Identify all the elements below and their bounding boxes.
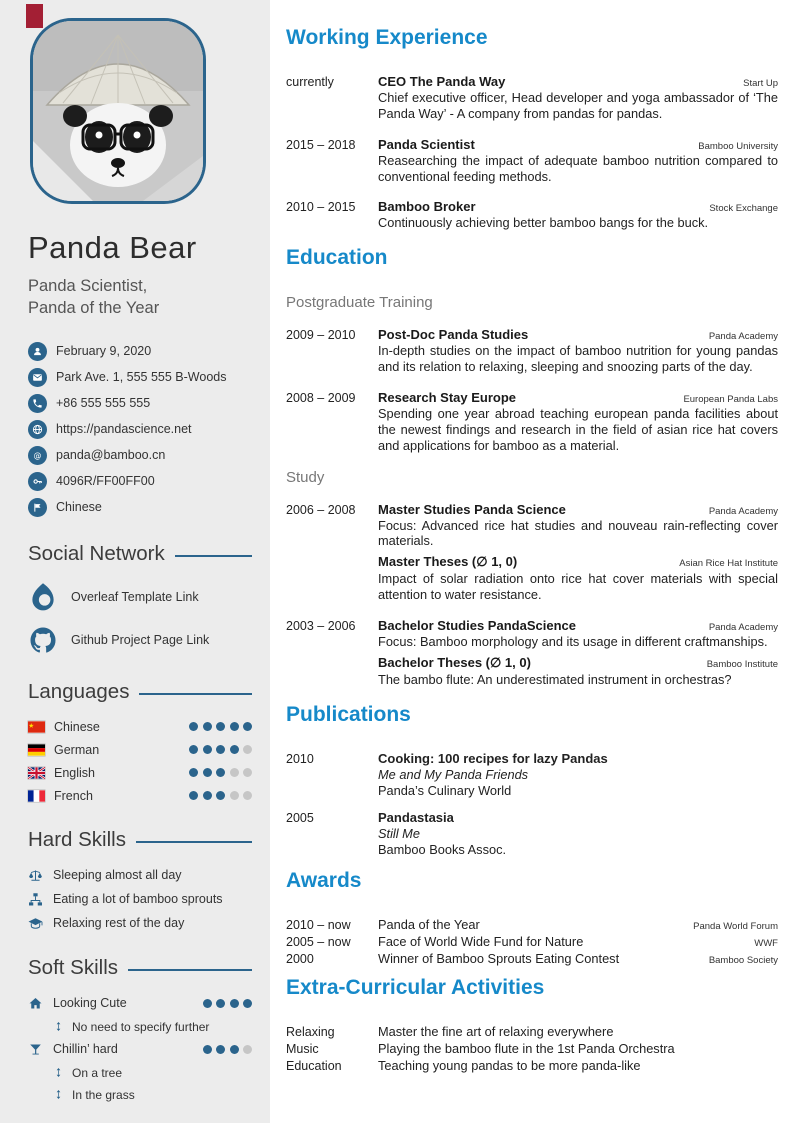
education-subsection-title: Postgraduate Training xyxy=(286,294,433,312)
publication-year: 2010 xyxy=(286,751,314,766)
contact-website[interactable] xyxy=(28,420,252,439)
activity-entry xyxy=(286,1041,778,1056)
education-title: Education xyxy=(286,246,388,270)
activity-entry xyxy=(286,1058,778,1073)
contact-text: 4096R/FF00FF00 xyxy=(56,474,155,489)
overleaf-icon xyxy=(28,582,58,612)
contact-text: Chinese xyxy=(56,500,102,515)
entry-description: Focus: Advanced rice hat studies and nouveau rain-reflecting cover materials. xyxy=(378,517,778,549)
panda-photo-illustration xyxy=(33,21,203,201)
section-title: Soft Skills xyxy=(28,955,118,979)
award-entry xyxy=(286,917,778,932)
publication-subtitle: Still Me xyxy=(378,826,420,842)
language-label: German xyxy=(54,742,100,757)
education-entry xyxy=(286,618,778,688)
website-link[interactable]: https://pandascience.net xyxy=(56,422,192,437)
award-period: 2010 – now xyxy=(286,918,351,933)
envelope-icon xyxy=(28,368,47,387)
entry-role: CEO The Panda Way xyxy=(378,74,506,89)
language-label: French xyxy=(54,788,93,803)
contact-address xyxy=(28,368,252,387)
thesis-title: Master Theses (∅ 1, 0) xyxy=(378,554,518,570)
activity-text: Playing the bamboo flute in the 1st Panda Orchestra xyxy=(378,1041,675,1057)
entry-organization: European Panda Labs xyxy=(683,394,778,406)
at-icon xyxy=(28,446,47,465)
education-entry xyxy=(286,327,778,375)
entry-role: Master Studies Panda Science xyxy=(378,501,566,517)
award-entry xyxy=(286,951,778,966)
entry-role: Panda Scientist xyxy=(378,136,475,152)
award-period: 2000 xyxy=(286,952,314,967)
thesis-description: The bambo flute: An underestimated instrument in orchestras? xyxy=(378,671,732,687)
section-working-experience xyxy=(286,26,778,231)
thesis-organization: Bamboo Institute xyxy=(706,658,778,670)
soft-skill-subitem xyxy=(53,1020,252,1034)
entry-period: 2015 – 2018 xyxy=(286,137,356,152)
entry-role: Bachelor Studies PandaScience xyxy=(378,618,576,634)
publication-entry xyxy=(286,751,778,799)
contact-nationality xyxy=(28,498,252,517)
language-item xyxy=(28,789,252,803)
globe-icon xyxy=(28,420,47,439)
thesis-organization: Asian Rice Hat Institute xyxy=(679,558,778,570)
activity-label: Education xyxy=(286,1059,342,1074)
hard-skill-item xyxy=(28,916,252,931)
entry-role: Research Stay Europe xyxy=(378,390,517,406)
activity-text: Master the fine art of relaxing everywhere xyxy=(378,1024,614,1040)
svg-text:@: @ xyxy=(33,450,42,460)
thesis-description: Impact of solar radiation onto rice hat cover materials with special attention to water resistance. xyxy=(378,571,778,603)
publication-entry xyxy=(286,810,778,858)
entry-description: Focus: Bamboo morphology and its usage in different craftmanships. xyxy=(378,634,768,650)
entry-period: 2010 – 2015 xyxy=(286,200,356,215)
social-network-heading xyxy=(28,542,252,566)
hard-skill-label: Eating a lot of bamboo sprouts xyxy=(53,892,223,907)
awards-title: Awards xyxy=(286,869,362,893)
uk-flag xyxy=(28,767,45,779)
section-awards xyxy=(286,869,778,966)
user-icon xyxy=(28,342,47,361)
link-label[interactable]: Overleaf Template Link xyxy=(71,589,199,604)
section-publications xyxy=(286,703,778,858)
contact-text: Park Ave. 1, 555 555 B-Woods xyxy=(56,370,227,385)
tagline-line-1: Panda Scientist, xyxy=(28,277,148,295)
soft-skill-item xyxy=(28,1042,252,1057)
publications-title: Publications xyxy=(286,702,411,726)
soft-skills-heading xyxy=(28,956,252,980)
publication-subtitle: Me and My Panda Friends xyxy=(378,767,529,782)
thesis-block xyxy=(378,655,778,688)
thesis-block xyxy=(378,554,778,603)
person-name: Panda Bear xyxy=(28,230,197,265)
publication-publisher: Bamboo Books Assoc. xyxy=(378,842,507,858)
publication-title: Pandastasia xyxy=(378,809,454,825)
extracurricular-title: Extra-Curricular Activities xyxy=(286,976,545,1000)
experience-entry xyxy=(286,74,778,122)
profile-photo xyxy=(30,18,206,204)
contact-birthday xyxy=(28,342,252,361)
working-experience-title: Working Experience xyxy=(286,26,488,49)
hard-skill-label: Sleeping almost all day xyxy=(53,868,182,883)
main-column xyxy=(270,0,794,1123)
link-label[interactable]: Github Project Page Link xyxy=(71,632,210,647)
flag-icon xyxy=(28,498,47,517)
education-entry xyxy=(286,502,778,603)
cocktail-icon xyxy=(28,1042,43,1057)
section-extracurricular xyxy=(286,976,778,1073)
entry-description: In-depth studies on the impact of bamboo nutrition for young pandas and its relation to relaxing, sleeping and snoozing parts of the day. xyxy=(378,343,778,375)
activity-text: Teaching young pandas to be more panda-like xyxy=(378,1058,641,1074)
publication-publisher: Panda’s Culinary World xyxy=(378,782,512,798)
publication-year: 2005 xyxy=(286,810,314,825)
key-icon xyxy=(28,472,47,491)
language-item xyxy=(28,766,252,780)
soft-skill-sublabel: On a tree xyxy=(72,1065,123,1080)
language-item xyxy=(28,743,252,757)
email-link[interactable]: panda@bamboo.cn xyxy=(56,448,166,463)
award-title-text: Panda of the Year xyxy=(378,917,480,933)
entry-description: Reasearching the impact of adequate bamboo nutrition compared to conventional feeding methods. xyxy=(378,152,778,184)
entry-period: currently xyxy=(286,75,334,89)
hard-skill-item xyxy=(28,892,252,907)
language-rating xyxy=(189,791,252,800)
languages-heading xyxy=(28,680,252,704)
github-icon xyxy=(28,625,58,655)
contact-email[interactable] xyxy=(28,446,252,465)
contact-pgp-key xyxy=(28,472,252,491)
entry-organization: Panda Academy xyxy=(708,622,778,634)
entry-description: Chief executive officer, Head developer and yoga ambassador of ‘The Panda Way’ - A company from pandas for pandas. xyxy=(378,90,778,121)
activity-entry xyxy=(286,1024,778,1039)
soft-skill-rating xyxy=(203,999,253,1008)
contact-text: +86 555 555 555 xyxy=(56,396,151,411)
language-label: Chinese xyxy=(54,719,100,734)
phone-icon xyxy=(28,394,47,413)
sitemap-icon xyxy=(28,892,43,907)
award-entry xyxy=(286,934,778,949)
updown-arrows-icon xyxy=(53,1067,64,1078)
hard-skill-label: Relaxing rest of the day xyxy=(53,916,185,931)
soft-skill-item xyxy=(28,996,252,1011)
education-subsection-title: Study xyxy=(286,468,325,486)
soft-skill-rating xyxy=(203,1045,253,1054)
education-entry xyxy=(286,390,778,454)
award-organization: Panda World Forum xyxy=(693,921,778,933)
home-icon xyxy=(28,996,43,1011)
entry-organization: Panda Academy xyxy=(708,331,778,343)
activity-label: Music xyxy=(286,1042,319,1057)
hard-skill-item xyxy=(28,868,252,883)
entry-period: 2003 – 2006 xyxy=(286,619,356,634)
updown-arrows-icon xyxy=(53,1021,64,1032)
corner-accent xyxy=(26,4,43,28)
sidebar xyxy=(0,0,270,1123)
experience-entry xyxy=(286,137,778,185)
entry-organization: Stock Exchange xyxy=(709,203,778,215)
person-tagline xyxy=(28,275,252,320)
publication-title: Cooking: 100 recipes for lazy Pandas xyxy=(378,750,608,766)
germany-flag xyxy=(28,744,45,756)
language-label: English xyxy=(54,765,95,780)
section-title: Hard Skills xyxy=(28,827,126,851)
award-organization: WWF xyxy=(754,938,778,950)
entry-organization: Start Up xyxy=(743,78,778,89)
language-item xyxy=(28,720,252,734)
entry-role: Bamboo Broker xyxy=(378,199,476,215)
section-title: Languages xyxy=(28,679,130,703)
entry-period: 2006 – 2008 xyxy=(286,502,356,517)
entry-organization: Bamboo University xyxy=(698,140,778,152)
contact-list xyxy=(28,342,252,517)
entry-description: Continuously achieving better bamboo bangs for the buck. xyxy=(378,215,709,231)
overleaf-link[interactable] xyxy=(28,582,252,612)
entry-role: Post-Doc Panda Studies xyxy=(378,327,529,343)
experience-entry xyxy=(286,199,778,231)
contact-phone xyxy=(28,394,252,413)
award-title-text: Winner of Bamboo Sprouts Eating Contest xyxy=(378,951,620,967)
updown-arrows-icon xyxy=(53,1089,64,1100)
soft-skill-sublabel: No need to specify further xyxy=(72,1019,210,1034)
hard-skills-heading xyxy=(28,828,252,852)
soft-skill-label: Looking Cute xyxy=(53,996,127,1011)
language-rating xyxy=(189,768,252,777)
graduation-cap-icon xyxy=(28,916,43,931)
soft-skill-label: Chillin’ hard xyxy=(53,1042,118,1057)
language-rating xyxy=(189,745,252,754)
language-rating xyxy=(189,722,252,731)
china-flag xyxy=(28,721,45,733)
soft-skill-subitem xyxy=(53,1066,252,1080)
entry-organization: Panda Academy xyxy=(708,505,778,517)
entry-period: 2008 – 2009 xyxy=(286,391,356,406)
activity-label: Relaxing xyxy=(286,1025,335,1040)
balance-scale-icon xyxy=(28,868,43,883)
soft-skill-subitem xyxy=(53,1088,252,1102)
soft-skill-sublabel: In the grass xyxy=(72,1087,135,1102)
thesis-title: Bachelor Theses (∅ 1, 0) xyxy=(378,654,531,670)
section-education xyxy=(286,246,778,687)
award-title-text: Face of World Wide Fund for Nature xyxy=(378,934,584,950)
tagline-line-2: Panda of the Year xyxy=(28,299,160,318)
award-period: 2005 – now xyxy=(286,935,351,950)
award-organization: Bamboo Society xyxy=(708,955,778,967)
github-link[interactable] xyxy=(28,625,252,655)
entry-description: Spending one year abroad teaching european panda facilities about the newest findings and research in the field of asian rice hat covers and applications for bamboo as a material. xyxy=(378,406,778,453)
contact-text: February 9, 2020 xyxy=(56,344,152,359)
section-title: Social Network xyxy=(28,541,165,565)
entry-period: 2009 – 2010 xyxy=(286,328,356,343)
france-flag xyxy=(28,790,45,802)
